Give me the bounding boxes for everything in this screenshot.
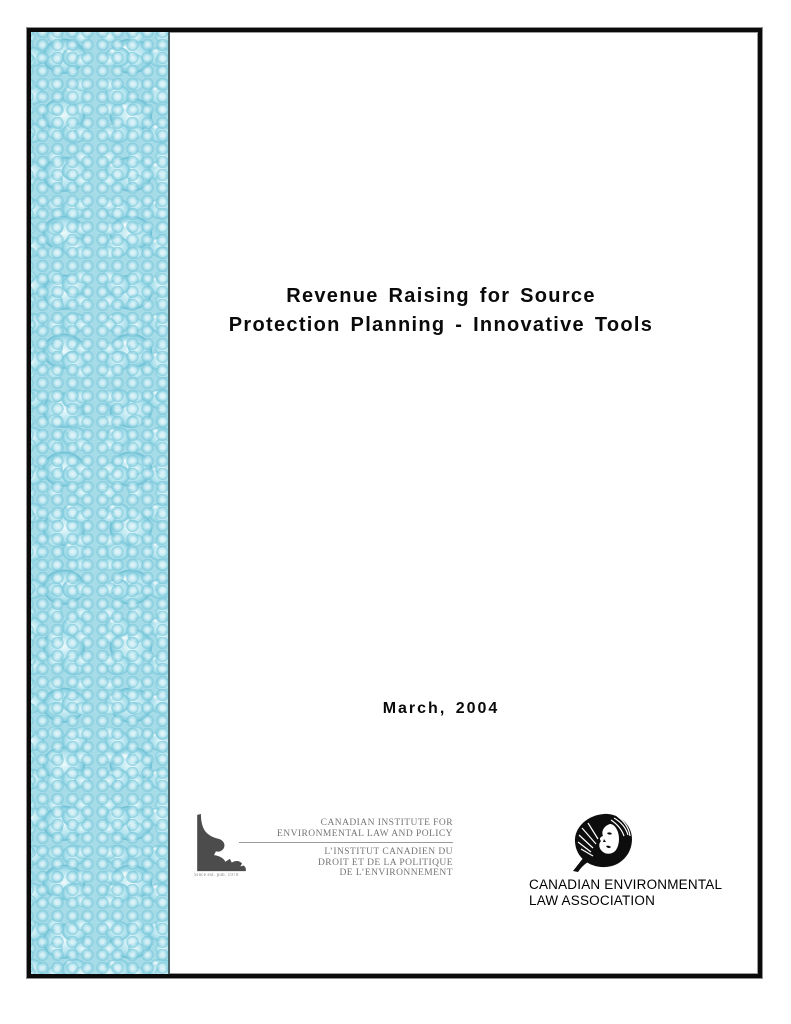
cielap-name-fr-line-1: L’INSTITUT CANADIEN DU — [324, 847, 453, 857]
cielap-name — [239, 818, 453, 879]
report-title-line-1: Revenue Raising for Source — [286, 285, 596, 307]
cela-emblem-icon — [565, 811, 641, 875]
publication-date: March, 2004 — [382, 700, 500, 717]
cela-name — [529, 877, 741, 909]
cielap-logo — [193, 812, 453, 918]
cielap-name-fr-line-2: DROIT ET DE LA POLITIQUE — [318, 857, 453, 868]
report-title — [170, 282, 752, 340]
cielap-name-en-line-1: CANADIAN INSTITUTE FOR — [320, 818, 453, 828]
cielap-name-en-line-2: ENVIRONMENTAL LAW AND POLICY — [277, 828, 453, 839]
cielap-divider — [239, 842, 453, 843]
cela-name-line-1: CANADIAN ENVIRONMENTAL — [529, 877, 723, 892]
report-title-line-2: Protection Planning - Innovative Tools — [228, 314, 654, 336]
cielap-tagline: Since est. pub. 1970 — [194, 873, 239, 878]
document-frame — [27, 28, 762, 978]
cela-logo — [529, 811, 741, 909]
cela-name-line-2: LAW ASSOCIATION — [529, 893, 656, 908]
cielap-name-fr-line-3: DE L’ENVIRONNEMENT — [339, 868, 453, 878]
water-droplet-texture-strip — [31, 32, 170, 974]
